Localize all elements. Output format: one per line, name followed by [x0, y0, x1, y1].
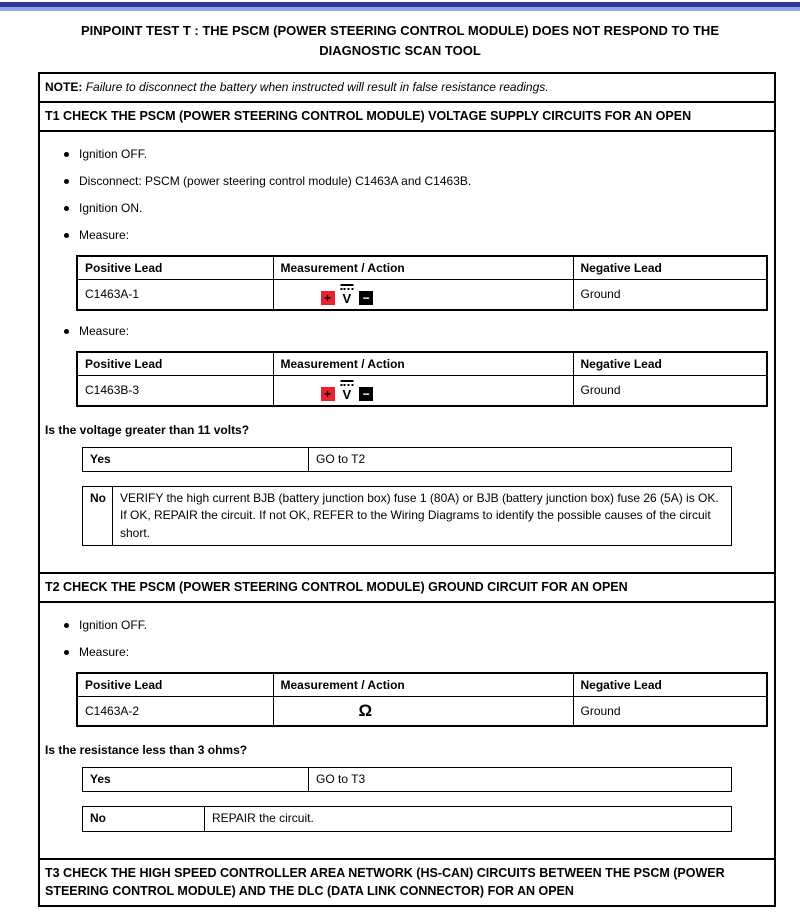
step-t3-heading: T3 CHECK THE HIGH SPEED CONTROLLER AREA NETWORK (HS-CAN) CIRCUITS BETWEEN THE PSCM (POWER STEERING CONTROL MODULE) AND THE DLC (DATA LINK CONNECTOR) FOR AN OPEN	[40, 858, 774, 906]
bullet-icon	[64, 179, 69, 184]
t1-measure-table-1	[76, 255, 768, 311]
negative-lead-value: Ground	[573, 375, 767, 406]
note-text: Failure to disconnect the battery when instructed will result in false resistance readings.	[85, 80, 549, 94]
table-row	[77, 279, 767, 310]
column-header-positive-lead: Positive Lead	[77, 256, 273, 280]
t2-measure-table	[76, 672, 768, 727]
bullet-icon	[64, 650, 69, 655]
table-header-row	[77, 256, 767, 280]
negative-terminal-icon	[359, 291, 373, 305]
step-t2-heading: T2 CHECK THE PSCM (POWER STEERING CONTROL MODULE) GROUND CIRCUIT FOR AN OPEN	[40, 572, 774, 603]
negative-lead-value: Ground	[573, 279, 767, 310]
bullet-icon	[64, 233, 69, 238]
no-action: VERIFY the high current BJB (battery junction box) fuse 1 (80A) or BJB (battery junction box) fuse 26 (5A) is OK. If OK, REPAIR the circuit. If not OK, REFER to the Wiring Diagrams to identify the possible causes of the circuit short.	[113, 486, 732, 545]
positive-terminal-icon	[321, 387, 335, 401]
dc-voltmeter-icon	[321, 284, 374, 305]
t1-measure-table-2	[76, 351, 768, 407]
page-title: PINPOINT TEST T : THE PSCM (POWER STEERING CONTROL MODULE) DOES NOT RESPOND TO THE DIAGNOSTIC SCAN TOOL	[81, 23, 719, 58]
plus-symbol: +	[323, 290, 331, 305]
column-header-negative-lead: Negative Lead	[573, 352, 767, 376]
minus-symbol: −	[362, 386, 370, 401]
negative-terminal-icon	[359, 387, 373, 401]
table-row	[77, 375, 767, 406]
volt-letter: V	[342, 386, 352, 402]
column-header-measurement-action: Measurement / Action	[273, 673, 573, 697]
bullet-icon	[64, 206, 69, 211]
negative-lead-value: Ground	[573, 696, 767, 726]
yes-action: GO to T3	[309, 767, 732, 791]
bullet-text: Measure:	[79, 227, 130, 242]
bullet-icon	[64, 623, 69, 628]
step-t1-content	[40, 132, 774, 573]
dc-volts-symbol	[343, 380, 352, 401]
list-item	[64, 201, 772, 215]
list-item	[64, 174, 772, 188]
volt-letter: V	[342, 290, 352, 306]
table-row	[83, 767, 732, 791]
column-header-positive-lead: Positive Lead	[77, 352, 273, 376]
dc-mark-icon	[340, 284, 353, 293]
list-item	[64, 228, 772, 242]
column-header-negative-lead: Negative Lead	[573, 256, 767, 280]
yes-label: Yes	[83, 767, 309, 791]
column-header-negative-lead: Negative Lead	[573, 673, 767, 697]
bullet-icon	[64, 329, 69, 334]
t1-yes-table	[82, 447, 732, 472]
dc-voltmeter-icon	[321, 380, 374, 401]
bullet-text: Disconnect: PSCM (power steering control module) C1463A and C1463B.	[79, 173, 472, 188]
note-row	[40, 74, 774, 101]
t1-question: Is the voltage greater than 11 volts?	[45, 422, 250, 437]
column-header-measurement-action: Measurement / Action	[273, 352, 573, 376]
bullet-text: Measure:	[79, 323, 130, 338]
positive-lead-value: C1463A-1	[77, 279, 273, 310]
table-row	[77, 696, 767, 726]
pinpoint-test-box	[38, 72, 776, 907]
list-item	[64, 645, 772, 659]
list-item	[64, 324, 772, 338]
yes-action: GO to T2	[309, 447, 732, 471]
t2-question: Is the resistance less than 3 ohms?	[45, 742, 248, 757]
minus-symbol: −	[362, 290, 370, 305]
plus-symbol: +	[323, 386, 331, 401]
ohmmeter-icon: Ω	[358, 700, 373, 720]
positive-terminal-icon	[321, 291, 335, 305]
t1-no-table	[82, 486, 732, 546]
measurement-cell	[273, 696, 573, 726]
positive-lead-value: C1463B-3	[77, 375, 273, 406]
table-row	[83, 807, 732, 831]
yes-label: Yes	[83, 447, 309, 471]
note-label: NOTE:	[45, 80, 83, 94]
no-label: No	[83, 807, 205, 831]
positive-lead-value: C1463A-2	[77, 696, 273, 726]
t2-no-table	[82, 806, 732, 831]
page-top-accent-bar	[0, 2, 800, 11]
table-header-row	[77, 352, 767, 376]
t2-yes-table	[82, 767, 732, 792]
list-item	[64, 147, 772, 161]
column-header-measurement-action: Measurement / Action	[273, 256, 573, 280]
dc-volts-symbol	[343, 284, 352, 305]
bullet-text: Ignition OFF.	[79, 146, 148, 161]
table-row	[83, 447, 732, 471]
table-row	[83, 486, 732, 545]
bullet-text: Ignition OFF.	[79, 617, 148, 632]
dc-mark-icon	[340, 380, 353, 389]
step-t1-heading: T1 CHECK THE PSCM (POWER STEERING CONTROL MODULE) VOLTAGE SUPPLY CIRCUITS FOR AN OPEN	[40, 101, 774, 132]
measurement-cell	[273, 375, 573, 406]
bullet-text: Measure:	[79, 644, 130, 659]
step-t2-content	[40, 603, 774, 858]
no-action: REPAIR the circuit.	[205, 807, 732, 831]
table-header-row	[77, 673, 767, 697]
measurement-cell	[273, 279, 573, 310]
bullet-text: Ignition ON.	[79, 200, 143, 215]
no-label: No	[83, 486, 113, 545]
column-header-positive-lead: Positive Lead	[77, 673, 273, 697]
list-item	[64, 618, 772, 632]
bullet-icon	[64, 152, 69, 157]
document-page	[0, 2, 800, 907]
